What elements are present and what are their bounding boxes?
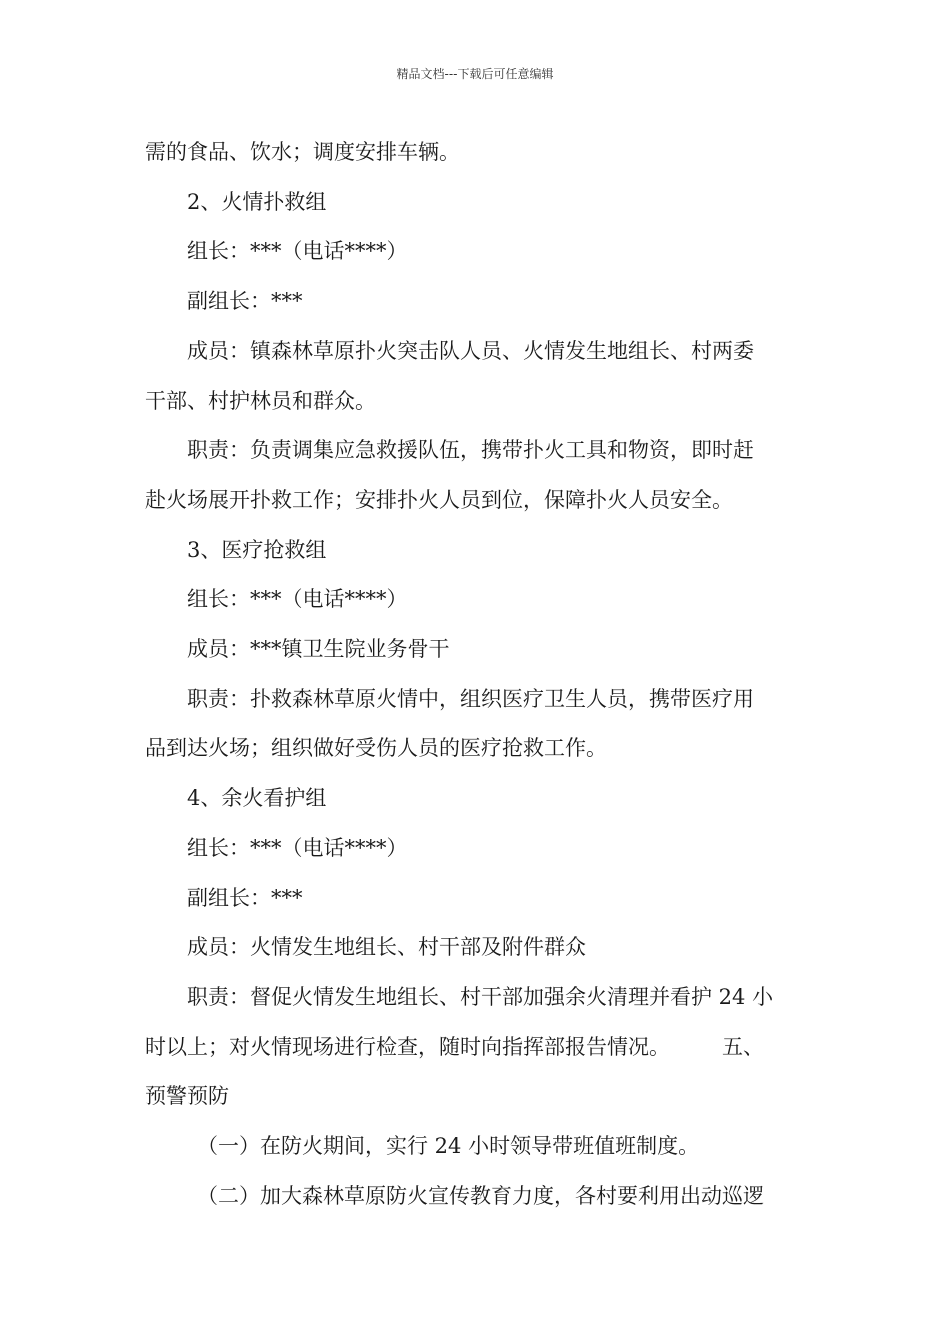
text-line: 职责：督促火情发生地组长、村干部加强余火清理并看护 24 小 xyxy=(187,984,774,1009)
section-number: 五、 xyxy=(722,1034,764,1059)
text-line: 组长：***（电话****） xyxy=(187,835,408,860)
section-heading-medical: 3、医疗抢救组 xyxy=(187,537,327,562)
text-line: 赴火场展开扑救工作；安排扑火人员到位，保障扑火人员安全。 xyxy=(145,487,733,512)
text-line: （二）加大森林草原防火宣传教育力度，各村要利用出动巡逻 xyxy=(197,1183,764,1208)
text-line: 需的食品、饮水；调度安排车辆。 xyxy=(145,140,460,164)
text-line: （一）在防火期间，实行 24 小时领导带班值班制度。 xyxy=(197,1134,700,1159)
section-heading-warning: 预警预防 xyxy=(145,1084,229,1109)
section-heading-residual-fire: 4、余火看护组 xyxy=(187,786,327,811)
text-line: 组长：***（电话****） xyxy=(187,239,408,264)
text-segment: 时以上；对火情现场进行检查，随时向指挥部报告情况。 xyxy=(145,1034,670,1059)
text-line: 成员：火情发生地组长、村干部及附件群众 xyxy=(187,935,586,960)
section-heading-fire-fighting: 2、火情扑救组 xyxy=(187,189,327,214)
text-line: 副组长：*** xyxy=(187,289,303,314)
text-line: 品到达火场；组织做好受伤人员的医疗抢救工作。 xyxy=(145,736,607,761)
document-body xyxy=(145,128,810,1221)
text-line: 职责：扑救森林草原火情中，组织医疗卫生人员，携带医疗用 xyxy=(187,686,754,711)
text-line: 副组长：*** xyxy=(187,885,303,910)
text-line: 干部、村护林员和群众。 xyxy=(145,388,376,413)
text-line: 职责：负责调集应急救援队伍，携带扑火工具和物资，即时赶 xyxy=(187,438,754,463)
text-line: 组长：***（电话****） xyxy=(187,587,408,612)
text-line xyxy=(145,1023,810,1073)
page-header: 精品文档---下载后可任意编辑 xyxy=(396,67,554,81)
text-line: 成员：镇森林草原扑火突击队人员、火情发生地组长、村两委 xyxy=(187,338,754,363)
text-line: 成员：***镇卫生院业务骨干 xyxy=(187,637,450,662)
